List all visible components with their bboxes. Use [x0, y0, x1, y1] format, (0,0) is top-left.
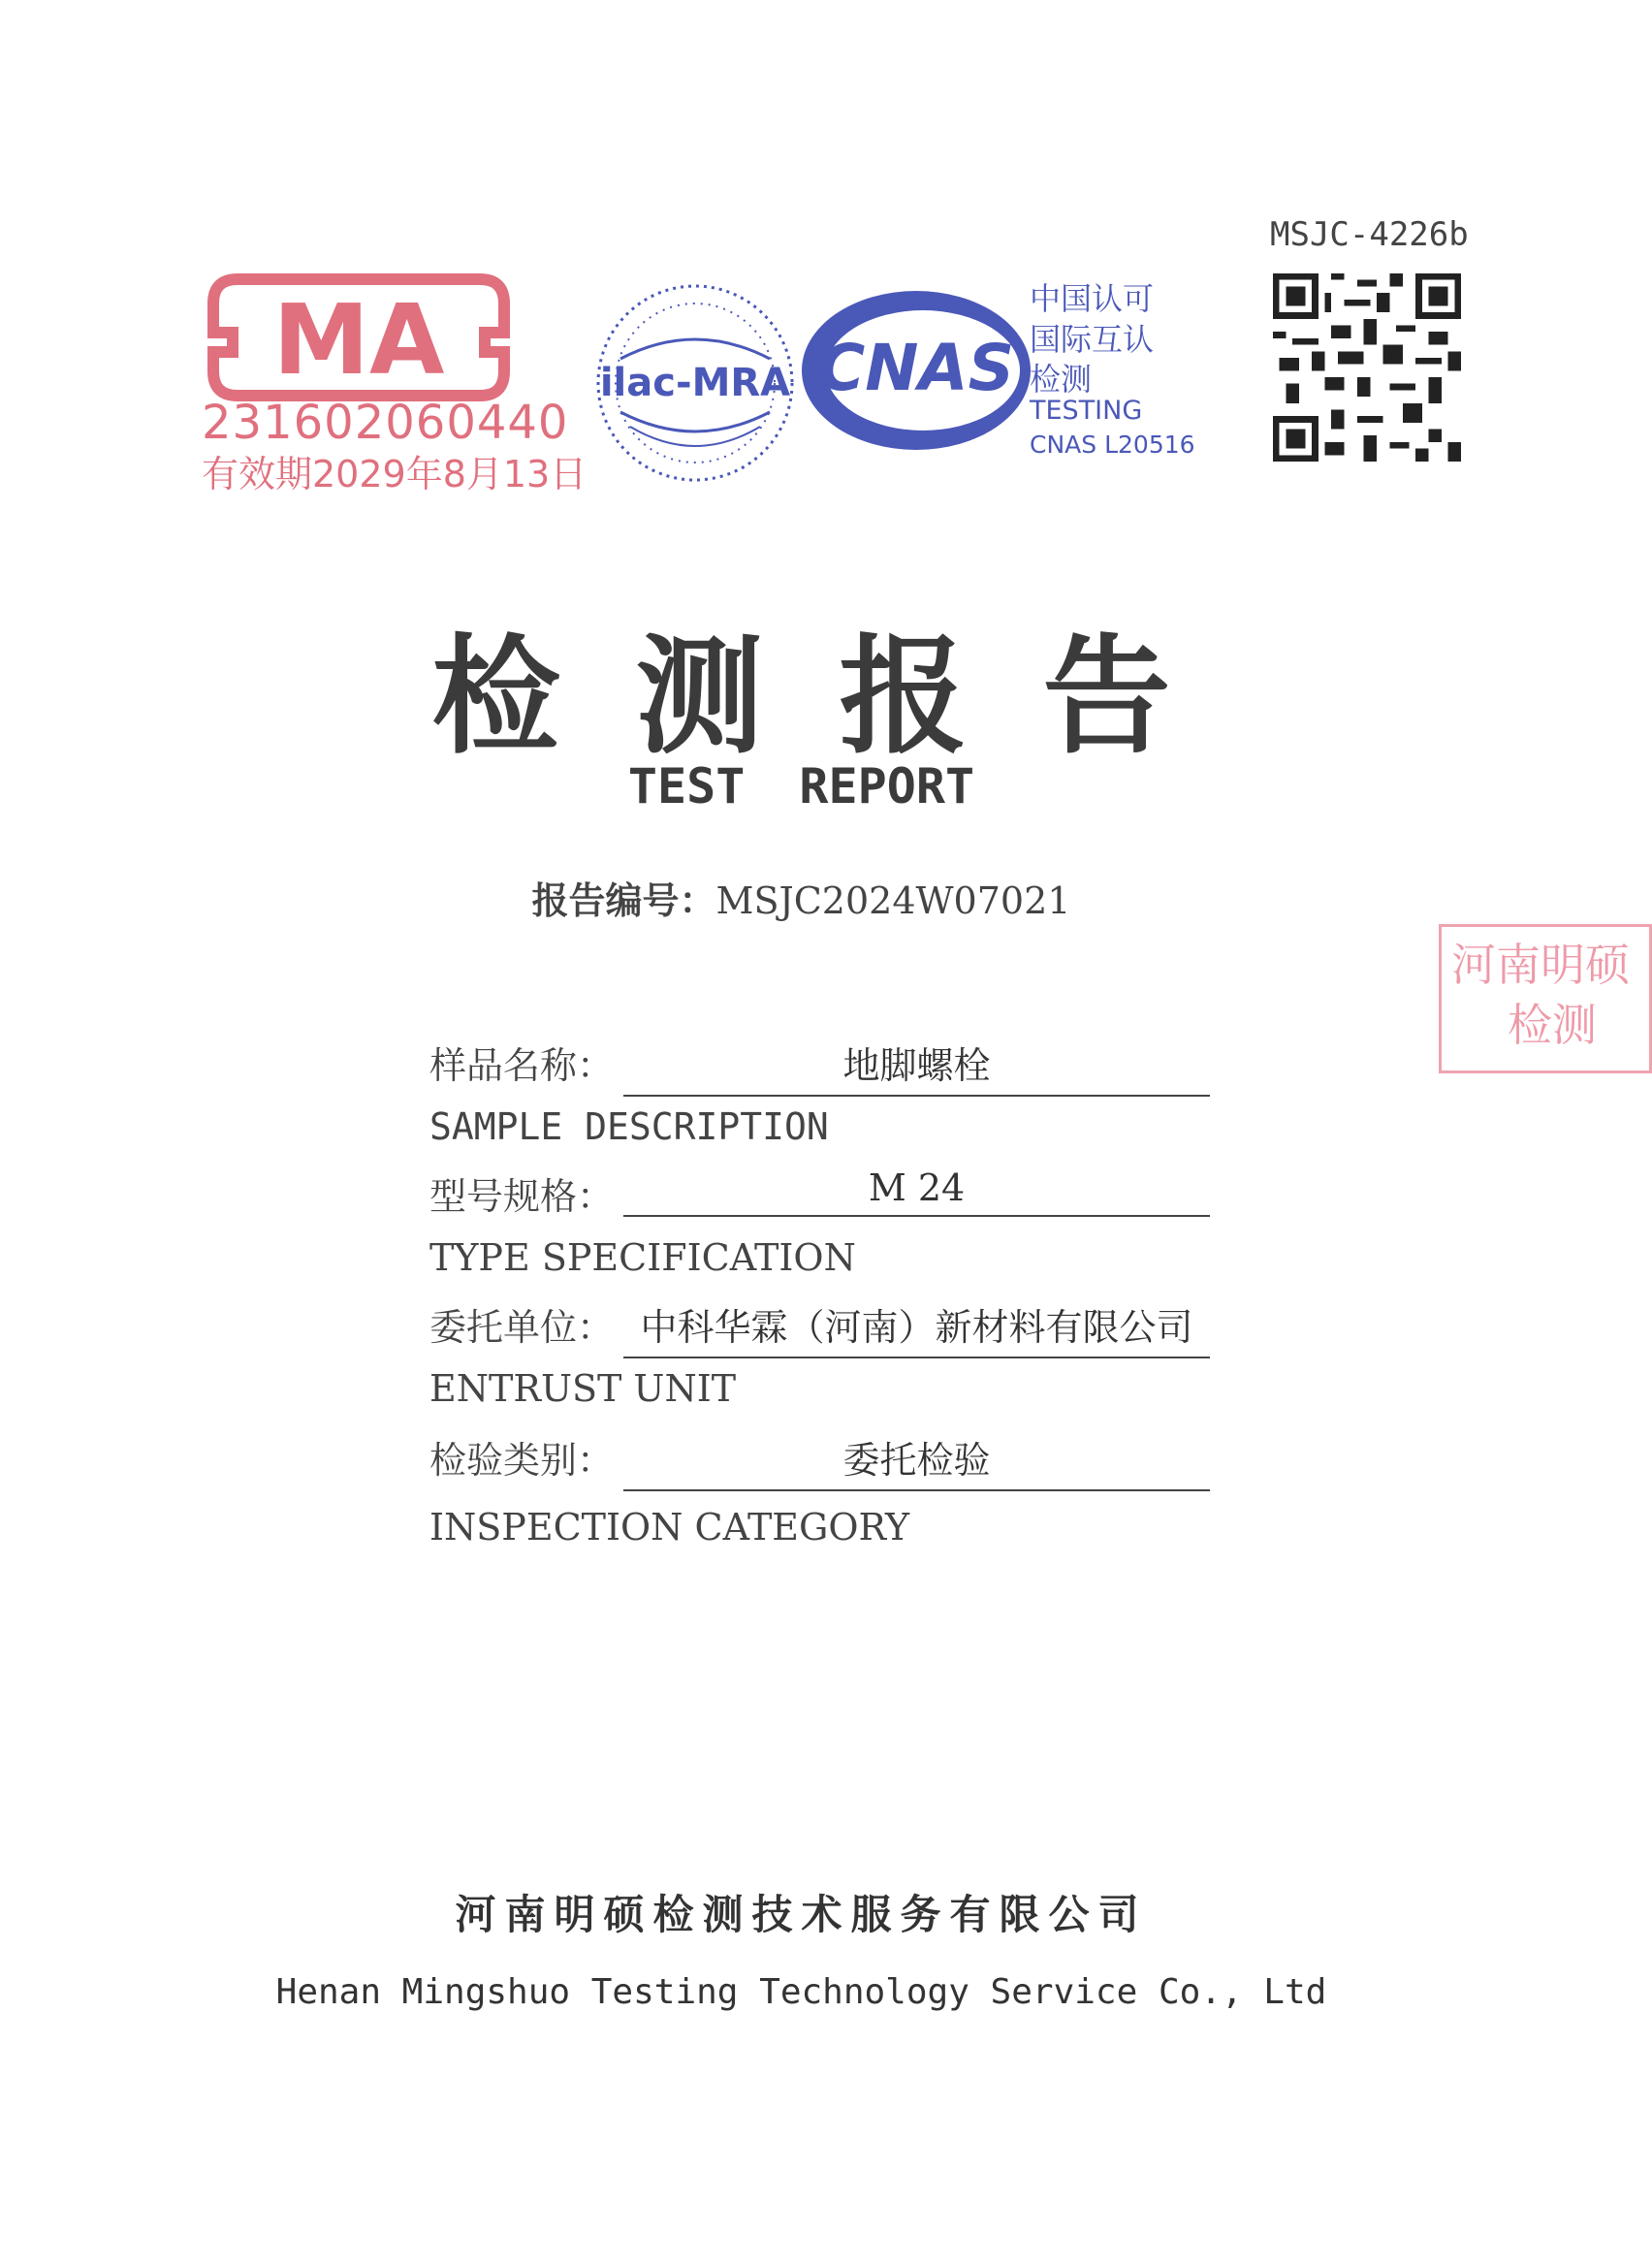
report-number-value: MSJC2024W07021: [715, 879, 1071, 922]
type-spec-label: 型号规格：: [429, 1175, 615, 1218]
document-code: MSJC-4226b: [1270, 215, 1469, 254]
cnas-cn-line1: 中国认可: [1030, 280, 1155, 317]
cnas-en-line2: CNAS L20516: [1030, 431, 1195, 459]
cma-number: 231602060440: [202, 396, 569, 450]
sample-name-value: 地脚螺栓: [623, 1036, 1210, 1097]
sample-description-en: SAMPLE DESCRIPTION: [429, 1105, 829, 1148]
cnas-cn-line3: 检测: [1030, 361, 1093, 398]
inspection-category-en: INSPECTION CATEGORY: [429, 1506, 910, 1549]
report-number: [0, 871, 1603, 924]
type-spec-value: M 24: [623, 1166, 1210, 1217]
entrust-unit-en: ENTRUST UNIT: [429, 1367, 737, 1410]
inspection-category-value: 委托检验: [623, 1430, 1210, 1491]
cnas-en-line1: TESTING: [1030, 396, 1143, 426]
report-title-en: TEST REPORT: [627, 758, 975, 814]
cma-stamp-text: MA: [272, 283, 445, 397]
inspection-category-label: 检验类别：: [429, 1439, 615, 1482]
qr-code-icon: [1273, 273, 1461, 462]
entrust-unit-label: 委托单位：: [429, 1306, 615, 1349]
company-name-en: Henan Mingshuo Testing Technology Service Co., Ltd: [275, 1972, 1327, 2012]
cma-validity: 有效期2029年8月13日: [202, 453, 588, 495]
seal-line1: 河南明硕: [1451, 939, 1630, 991]
seal-line2: 检测: [1508, 999, 1597, 1051]
entrust-unit-value: 中科华霖（河南）新材料有限公司: [623, 1297, 1210, 1358]
ilac-mra-text: ilac-MRA: [599, 361, 791, 405]
ilac-mra-logo: [591, 281, 800, 485]
cnas-cn-line2: 国际互认: [1030, 321, 1155, 358]
company-seal-stamp: [1439, 924, 1652, 1073]
company-name-cn: 河南明硕检测技术服务有限公司: [455, 1891, 1148, 1938]
cnas-logo: [795, 283, 1037, 458]
sample-name-label: 样品名称：: [429, 1044, 615, 1087]
report-title-cn: 检测报告: [431, 622, 1247, 772]
cnas-logo-text: CNAS: [817, 331, 1015, 405]
report-number-label: 报告编号：: [531, 879, 716, 922]
type-specification-en: TYPE SPECIFICATION: [429, 1236, 856, 1279]
